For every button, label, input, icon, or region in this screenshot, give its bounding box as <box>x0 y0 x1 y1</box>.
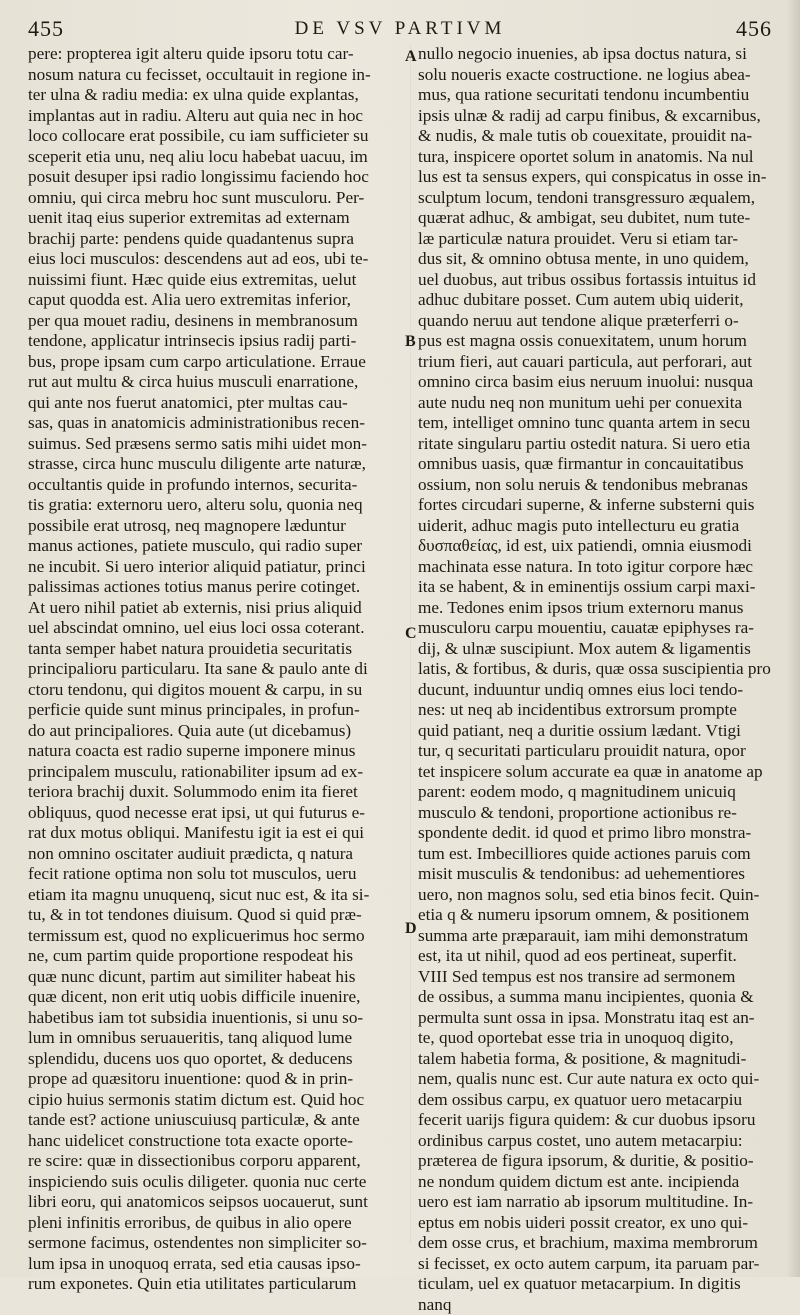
left-column-line: caput quodda est. Alia uero extremitas inferior, <box>28 290 404 311</box>
left-column-line: strasse, circa hunc musculu diligente arte naturæ, <box>28 454 404 475</box>
left-column-line: lum ipsa in unoquoq errata, sed etia causas ipso- <box>28 1254 404 1275</box>
left-column-line: sas, quas in anatomicis administrationibus recen- <box>28 413 404 434</box>
right-column-line: tura, inspicere oportet solum in anatomis. Na nul <box>418 147 778 168</box>
left-column-line: splendidu, ducens uos quo oportet, & deducens <box>28 1049 404 1070</box>
right-column-line: dem ossibus carpu, ex quatuor uero metacarpiu <box>418 1090 778 1111</box>
left-column-line: tande est? actione uniuscuiusq particulæ, & ante <box>28 1110 404 1131</box>
margin-letter-a: A <box>405 48 417 66</box>
right-column-line: præterea de figura ipsorum, & duritie, & positio- <box>418 1151 778 1172</box>
right-column-line: machinata esse natura. In toto igitur corpore hæc <box>418 557 778 578</box>
left-column-line: posuit desuper ipsi radio longissimu faciendo hoc <box>28 167 404 188</box>
right-column-line: ticulam, uel ex quatuor metacarpium. In digitis <box>418 1274 778 1295</box>
left-column-line: re scire: quæ in dissectionibus corporu apparent, <box>28 1151 404 1172</box>
right-column-line: omnino circa basim eius neruum inuolui: nusqua <box>418 372 778 393</box>
right-column-line: mus, qua ratione securitati tendonu incumbentiu <box>418 85 778 106</box>
left-column-line: loco collocare erat possibile, cu iam sufficieter su <box>28 126 404 147</box>
right-column-line: nem, qualis nunc est. Cur aute natura ex octo qui- <box>418 1069 778 1090</box>
right-column-line: musculoru carpu mouentiu, cauatæ epiphyses ra- <box>418 618 778 639</box>
right-column-line: quid patiant, neq a duritie ossium lædant. Vtigi <box>418 721 778 742</box>
right-column-line: tum est. Imbecilliores quide actiones paruis com <box>418 844 778 865</box>
left-column-line: bus, prope ipsam cum carpo articulatione. Erraue <box>28 352 404 373</box>
right-column-line: ordinibus carpus costet, uno autem metacarpiu: <box>418 1131 778 1152</box>
left-column-line: uenit itaq eius superior extremitas ad externam <box>28 208 404 229</box>
right-column-line: spondente dedit. id quod et primo libro monstra- <box>418 823 778 844</box>
left-column-line: occultantis quide in profundo internos, securita- <box>28 475 404 496</box>
right-column-line: ipsis ulnæ & radij ad carpu finibus, & excarnibus, <box>418 106 778 127</box>
left-column-line: ne, cum partim quide proportione respodeat his <box>28 946 404 967</box>
left-column-line: perficie quide sunt minus principales, in profun- <box>28 700 404 721</box>
left-column-line: lum in omnibus seruaueritis, tanq aliquod lume <box>28 1028 404 1049</box>
right-column-line: fortes circudari superne, & inferne substerni quis <box>418 495 778 516</box>
right-column-line: δυσπαθείας, id est, uix patiendi, omnia eiusmodi <box>418 536 778 557</box>
left-column-line: rum exponetes. Quin etia utilitates particularum <box>28 1274 404 1295</box>
right-column-line: tur, q securitati particularu prouidit natura, opor <box>418 741 778 762</box>
left-column-line: prope ad quæsitoru inuentione: quod & in prin- <box>28 1069 404 1090</box>
running-title: DE VSV PARTIVM <box>0 18 800 40</box>
right-column-line: nes: ut neq ab incidentibus extrorsum prompte <box>418 700 778 721</box>
left-column-line: principalioru particularu. Ita sane & paulo ante di <box>28 659 404 680</box>
right-column-line: dem osse crus, et brachium, maxima membrorum <box>418 1233 778 1254</box>
right-column-line: omnibus uasis, quæ firmantur in concauitatibus <box>418 454 778 475</box>
right-column-line: uel duobus, aut tribus ossibus fortassis intuitus id <box>418 270 778 291</box>
margin-letter-b: B <box>405 333 416 351</box>
left-column-line: quæ nunc dicunt, partim aut similiter habeat his <box>28 967 404 988</box>
left-column-line: pere: propterea igit alteru quide ipsoru totu car- <box>28 44 404 65</box>
right-column-line: de ossibus, a summa manu incipientes, quonia & <box>418 987 778 1008</box>
right-column-line: parent: eodem modo, q magnitudinem unicuiq <box>418 782 778 803</box>
right-column-line: nanq <box>418 1295 778 1315</box>
left-column-line: rat dux motus obliqui. Manifestu igit ia est ei qui <box>28 823 404 844</box>
left-column-line: principalem musculu, rationabiliter ipsum ad ex- <box>28 762 404 783</box>
left-column-line: ne incubit. Si uero interior aliquid patiatur, princi <box>28 557 404 578</box>
right-column-line: solu noueris exacte costructione. ne logius abea- <box>418 65 778 86</box>
left-column-line: brachij parte: pendens quide quadantenus supra <box>28 229 404 250</box>
left-column-line: habetibus iam tot subsidia inuentionis, si unu so- <box>28 1008 404 1029</box>
right-column-line: misit musculis & tendonibus: ad uehementiores <box>418 864 778 885</box>
left-column-line: teriora brachij duxit. Solummodo enim ita fieret <box>28 782 404 803</box>
right-column-line: talem habetia forma, & positione, & magnitudi- <box>418 1049 778 1070</box>
left-column-line: manus actiones, patiete musculo, qui radio super <box>28 536 404 557</box>
right-column-line: dus sit, & omnino obtusa mente, in uno quidem, <box>418 249 778 270</box>
page-edge-shadow <box>786 0 800 1277</box>
left-column-line: implantas aut in radiu. Alteru aut quia nec in hoc <box>28 106 404 127</box>
right-column-line: adhuc dubitare posset. Cum autem ubiq uiderit, <box>418 290 778 311</box>
right-column-line: musculo & tendoni, proportione actionibus re- <box>418 803 778 824</box>
left-column-line: natura coacta est radio superne imponere minus <box>28 741 404 762</box>
left-column-line: tu, & in tot tendones diuisum. Quod si quid præ- <box>28 905 404 926</box>
left-column-line: possibile erat utrosq, neq magnopere læduntur <box>28 516 404 537</box>
right-column-line: trium fieri, aut cauari particula, aut perforari, aut <box>418 352 778 373</box>
right-column-line: ita se habent, & in eminentijs ossium carpi maxi- <box>418 577 778 598</box>
left-text-column <box>28 44 404 1295</box>
right-column-line: quando neruu aut tendone alique præterferri o- <box>418 311 778 332</box>
left-column-line: inspiciendo suis oculis diligeter. quonia nuc certe <box>28 1172 404 1193</box>
left-column-line: quæ dicent, non erit utiq uobis difficile inuenire, <box>28 987 404 1008</box>
left-column-line: tendone, applicatur intrinsecis ipsius radij parti- <box>28 331 404 352</box>
right-column-line: etia q & numeru ipsorum omnem, & positionem <box>418 905 778 926</box>
left-column-line: nuissimi fiunt. Hæc quide eius extremitas, uelut <box>28 270 404 291</box>
left-column-line: termissum est, quod no explicuerimus hoc sermo <box>28 926 404 947</box>
left-column-line: ctoru tendonu, qui digitos mouent & carpu, in su <box>28 680 404 701</box>
right-column-line: ossium, non solu neruis & tendonibus mebranas <box>418 475 778 496</box>
left-column-line: obliquus, quod necesse erat ipsi, ut qui futurus e- <box>28 803 404 824</box>
right-column-line: uero est iam narratio ab ipsorum multitudine. In- <box>418 1192 778 1213</box>
left-column-line: fecit ratione optima non solu tot musculos, ueru <box>28 864 404 885</box>
right-column-line: aute nudu neq non munitum uehi per conuexita <box>418 393 778 414</box>
right-column-line: tem, intelliget omnino tunc quanta artem in secu <box>418 413 778 434</box>
left-column-line: omniu, qui circa mebru hoc sunt musculoru. Per- <box>28 188 404 209</box>
left-column-line: rut aut multu & circa huius musculi enarratione, <box>28 372 404 393</box>
left-column-line: etiam ita magnu unuquenq, sicut nuc est, & ita si- <box>28 885 404 906</box>
left-column-line: sceperit etia unu, neq aliu locu habebat uacuu, im <box>28 147 404 168</box>
left-column-line: At uero nihil patiet ab externis, nisi prius aliquid <box>28 598 404 619</box>
right-column-line: est, ita ut nihil, quod ad eos pertineat, superfit. <box>418 946 778 967</box>
left-column-line: suimus. Sed præsens sermo satis mihi uidet mon- <box>28 434 404 455</box>
right-column-line: uero, non magnos solu, sed etia binos fecit. Quin- <box>418 885 778 906</box>
right-column-line: ducunt, induuntur undiq omnes eius loci tendo- <box>418 680 778 701</box>
right-column-line: si fecisset, ex octo autem carpum, ita paruam par- <box>418 1254 778 1275</box>
right-column-line: dij, & ulnæ suscipiunt. Mox autem & ligamentis <box>418 639 778 660</box>
right-column-line: latis, & fortibus, & duris, quæ ossa suscipientia pro <box>418 659 778 680</box>
left-column-line: hanc uidelicet constructione tota exacte oporte- <box>28 1131 404 1152</box>
right-page-number: 456 <box>736 16 772 42</box>
right-column-line: me. Tedones enim ipsos trium externoru manus <box>418 598 778 619</box>
left-column-line: eius loci musculos: descendens aut ad eos, ubi te- <box>28 249 404 270</box>
right-column-line: uiderit, adhuc magis puto intellecturu eu gratia <box>418 516 778 537</box>
right-column-line: ritate singularu partiu ostedit natura. Si uero etia <box>418 434 778 455</box>
right-column-line: tet inspicere solum accurate ea quæ in anatome ap <box>418 762 778 783</box>
margin-letter-d: D <box>405 920 417 938</box>
right-column-line: nullo negocio inuenies, ab ipsa doctus natura, si <box>418 44 778 65</box>
left-column-line: non omnino oscitater audiuit prædicta, q natura <box>28 844 404 865</box>
page-header <box>0 14 800 44</box>
right-column-line: ne nondum quidem dictum est ante. incipienda <box>418 1172 778 1193</box>
right-column-line: VIII Sed tempus est nos transire ad sermonem <box>418 967 778 988</box>
left-column-line: ter ulna & radiu media: ex ulna quide explantas, <box>28 85 404 106</box>
left-column-line: sermone facimus, ostendentes non simpliciter so- <box>28 1233 404 1254</box>
left-column-line: pleni infinitis erroribus, de quibus in alio opere <box>28 1213 404 1234</box>
right-column-line: permulta sunt ossa in ipsa. Monstratu itaq est an- <box>418 1008 778 1029</box>
right-column-line: pus est magna ossis conuexitatem, unum horum <box>418 331 778 352</box>
right-column-line: læ particulæ natura prouidet. Veru si etiam tar- <box>418 229 778 250</box>
left-column-line: tanta semper habet natura prouidetia securitatis <box>28 639 404 660</box>
left-column-line: uel abscindat omnino, uel eius loci ossa coterant. <box>28 618 404 639</box>
left-column-line: tis gratia: externoru uero, alteru solu, quonia neq <box>28 495 404 516</box>
right-text-column <box>418 44 778 1315</box>
left-page-number: 455 <box>28 16 64 42</box>
right-column-line: eptus em nobis uideri possit creator, ex uno qui- <box>418 1213 778 1234</box>
right-column-line: fecerit uarijs figura quidem: & cur duobus ipsoru <box>418 1110 778 1131</box>
left-column-line: libri eoru, qui anatomicos seipsos uocauerut, sunt <box>28 1192 404 1213</box>
right-column-line: summa arte præparauit, iam mihi demonstratum <box>418 926 778 947</box>
left-column-line: cipio huius sermonis statim dictum est. Quid hoc <box>28 1090 404 1111</box>
left-column-line: nosum natura cu fecisset, occultauit in regione in- <box>28 65 404 86</box>
right-column-line: te, quod oportebat esse tria in unoquoq digito, <box>418 1028 778 1049</box>
right-column-line: & nudis, & male tutis ob couexitate, prouidit na- <box>418 126 778 147</box>
margin-letter-c: C <box>405 625 417 643</box>
left-column-line: palissimas actiones totius manus perire cotinget. <box>28 577 404 598</box>
left-column-line: qui ante nos fuerut anatomici, pter multas cau- <box>28 393 404 414</box>
right-column-line: sculptum locum, tendoni transgressuro æqualem, <box>418 188 778 209</box>
right-column-line: lus est ta sensus expers, qui conspicatus in osse in- <box>418 167 778 188</box>
left-column-line: per qua mouet radiu, desinens in membranosum <box>28 311 404 332</box>
left-column-line: do aut principaliores. Quia aute (ut dicebamus) <box>28 721 404 742</box>
right-column-line: quærat adhuc, & ambigat, seu dubitet, num tute- <box>418 208 778 229</box>
column-gutter <box>410 44 411 1244</box>
